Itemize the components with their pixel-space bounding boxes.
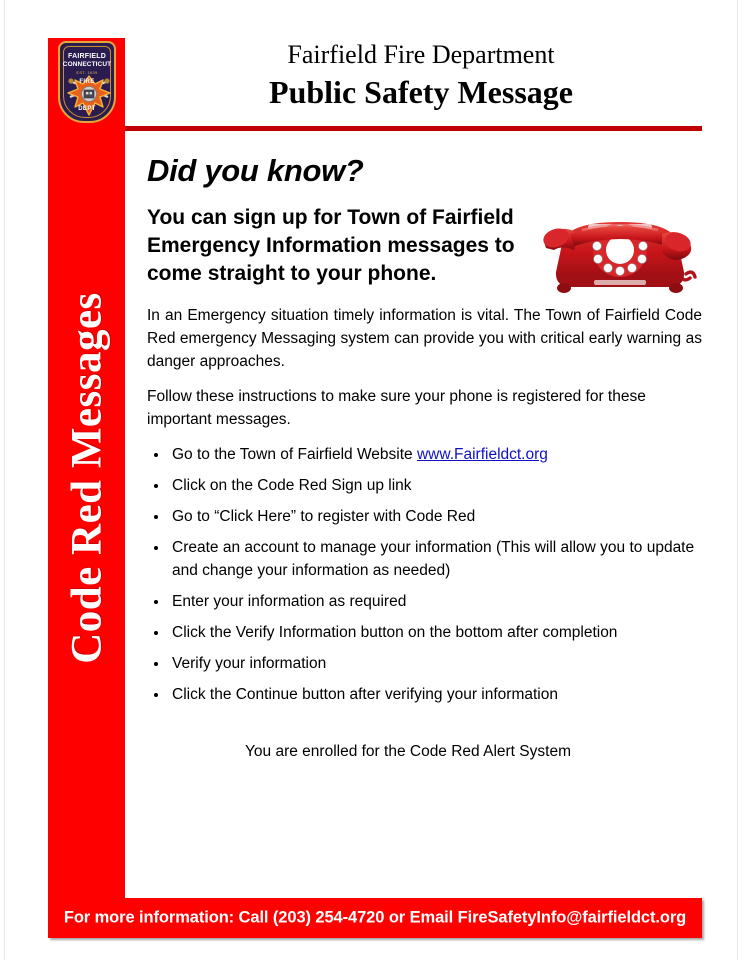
document-header [140,40,702,112]
header-divider-rule [125,126,702,131]
badge-dept-text: DEPT [78,106,96,112]
body-paragraph-2: Follow these instructions to make sure your phone is registered for these important messages. [147,388,646,428]
footer-contact-bar [48,898,702,938]
step-text: Click the Continue button after verifying your information [172,686,558,703]
step-text: Create an account to manage your information (This will allow you to update and change your information as needed) [172,539,695,579]
list-item [147,505,702,528]
page-title: Public Safety Message [269,74,573,110]
list-item [147,474,702,497]
badge-shield-icon [58,41,116,123]
badge-fire-text: FIRE [79,79,95,85]
sidebar-vertical-title: Code Red Messages [63,292,110,664]
list-item [147,590,702,613]
lead-paragraph: You can sign up for Town of Fairfield Emergency Information messages to come straight to your phone. [147,206,515,285]
step-text: Verify your information [172,655,327,672]
footer-contact-text: For more information: Call (203) 254-4720 or Email FireSafetyInfo@fairfieldct.org [63,908,687,927]
step-text: Enter your information as required [172,593,407,610]
list-item [147,621,702,644]
list-item [147,443,702,466]
step-text: Go to the Town of Fairfield Website [172,446,417,463]
department-name: Fairfield Fire Department [287,40,555,69]
list-item [147,683,702,706]
main-content [147,152,702,763]
sidebar-red-band [48,38,125,918]
list-item [147,536,702,582]
did-you-know-heading: Did you know? [147,153,364,188]
badge-state-label: CONNECTICUT [62,61,112,68]
step-text: Click the Verify Information button on the bottom after completion [172,624,618,641]
step-text: Go to “Click Here” to register with Code Red [172,508,476,525]
fairfield-website-link[interactable]: www.Fairfieldct.org [416,446,548,463]
step-text: Click on the Code Red Sign up link [172,477,412,494]
list-item [147,652,702,675]
badge-town-label: FAIRFIELD [68,53,106,60]
enrollment-confirmation-text: You are enrolled for the Code Red Alert System [245,743,571,760]
fire-department-badge [55,38,119,126]
instruction-steps-list [147,443,702,706]
page-edge-right [737,0,738,960]
badge-established-label: EST. 1639 [76,70,98,75]
body-paragraph-1: In an Emergency situation timely information is vital. The Town of Fairfield Code Red emergency Messaging system can provide you with critical early warning as danger approaches. [147,307,702,370]
page-edge-left [4,0,5,960]
